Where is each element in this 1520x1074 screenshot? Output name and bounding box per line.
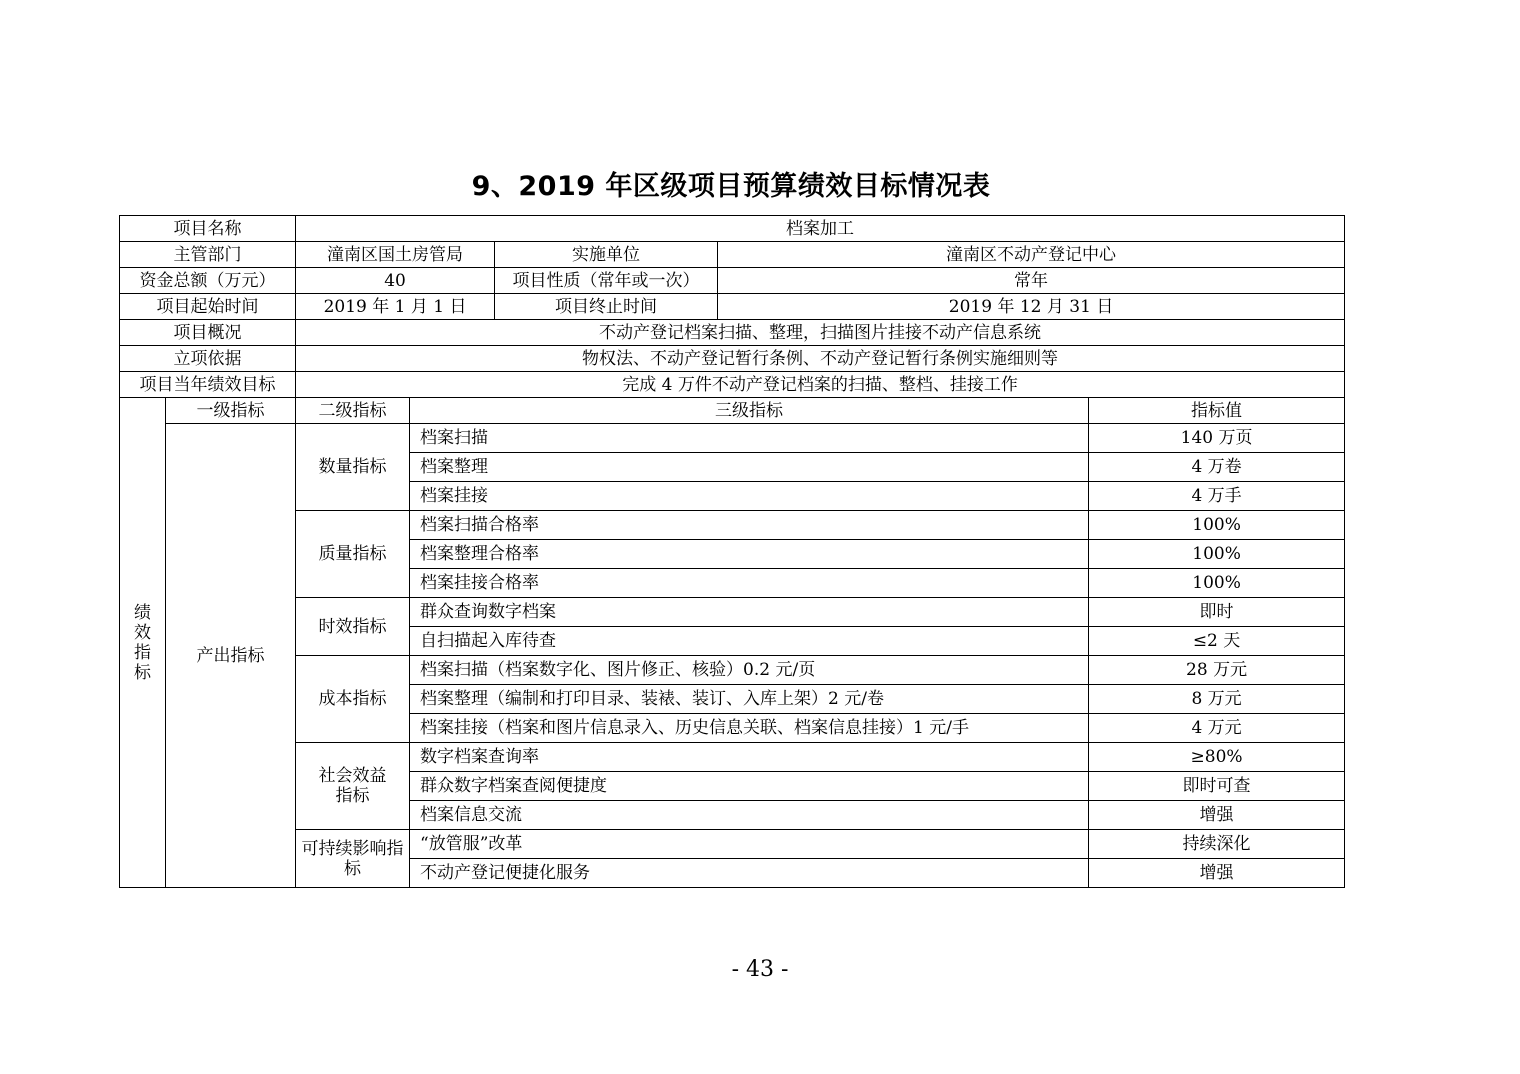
indicator-value: 即时可查 xyxy=(1089,772,1345,801)
level2-sustainability xyxy=(296,830,410,888)
project-name-value: 档案加工 xyxy=(296,216,1345,242)
level3-name: 档案扫描合格率 xyxy=(410,511,1089,540)
level2-sustainability-text: 可持续影响指标 xyxy=(301,838,404,879)
indicator-value: 100% xyxy=(1089,511,1345,540)
row-goal xyxy=(120,372,1345,398)
row-basis xyxy=(120,346,1345,372)
goal-label: 项目当年绩效目标 xyxy=(120,372,296,398)
unit-label: 实施单位 xyxy=(495,242,718,268)
level2-quality: 质量指标 xyxy=(296,511,410,598)
table-row xyxy=(120,656,1345,685)
level3-name: 档案整理 xyxy=(410,453,1089,482)
end-value: 2019 年 12 月 31 日 xyxy=(718,294,1345,320)
indicator-value: 增强 xyxy=(1089,859,1345,888)
indicator-value: 8 万元 xyxy=(1089,685,1345,714)
section-label-text: 绩效指标 xyxy=(134,602,151,683)
indicator-value: 28 万元 xyxy=(1089,656,1345,685)
row-fund xyxy=(120,268,1345,294)
level3-name: 档案扫描（档案数字化、图片修正、核验）0.2 元/页 xyxy=(410,656,1089,685)
table-row xyxy=(120,424,1345,453)
level2-quantity: 数量指标 xyxy=(296,424,410,511)
level3-name: “放管服”改革 xyxy=(410,830,1089,859)
level3-name: 数字档案查询率 xyxy=(410,743,1089,772)
goal-value: 完成 4 万件不动产登记档案的扫描、整档、挂接工作 xyxy=(296,372,1345,398)
table-row xyxy=(120,598,1345,627)
nature-value: 常年 xyxy=(718,268,1345,294)
nature-label: 项目性质（常年或一次） xyxy=(495,268,718,294)
level2-cost: 成本指标 xyxy=(296,656,410,743)
row-department xyxy=(120,242,1345,268)
row-time xyxy=(120,294,1345,320)
overview-value: 不动产登记档案扫描、整理，扫描图片挂接不动产信息系统 xyxy=(296,320,1345,346)
indicator-header-row xyxy=(120,398,1345,424)
fund-value: 40 xyxy=(296,268,495,294)
level3-name: 群众查询数字档案 xyxy=(410,598,1089,627)
row-overview xyxy=(120,320,1345,346)
indicator-value: 即时 xyxy=(1089,598,1345,627)
row-project-name xyxy=(120,216,1345,242)
table-row xyxy=(120,511,1345,540)
indicator-value: 增强 xyxy=(1089,801,1345,830)
indicator-value: 140 万页 xyxy=(1089,424,1345,453)
project-name-label: 项目名称 xyxy=(120,216,296,242)
level2-social-benefit xyxy=(296,743,410,830)
indicator-value: 4 万元 xyxy=(1089,714,1345,743)
level3-name: 档案信息交流 xyxy=(410,801,1089,830)
level3-name: 不动产登记便捷化服务 xyxy=(410,859,1089,888)
level3-name: 档案挂接（档案和图片信息录入、历史信息关联、档案信息挂接）1 元/手 xyxy=(410,714,1089,743)
fund-label: 资金总额（万元） xyxy=(120,268,296,294)
level2-timeliness: 时效指标 xyxy=(296,598,410,656)
header-level3: 三级指标 xyxy=(410,398,1089,424)
overview-label: 项目概况 xyxy=(120,320,296,346)
indicator-value: ≥80% xyxy=(1089,743,1345,772)
dept-label: 主管部门 xyxy=(120,242,296,268)
level3-name: 档案挂接 xyxy=(410,482,1089,511)
level3-name: 自扫描起入库待查 xyxy=(410,627,1089,656)
indicator-value: 100% xyxy=(1089,569,1345,598)
indicator-value: 100% xyxy=(1089,540,1345,569)
level3-name: 档案整理合格率 xyxy=(410,540,1089,569)
level3-name: 档案挂接合格率 xyxy=(410,569,1089,598)
start-label: 项目起始时间 xyxy=(120,294,296,320)
table-row xyxy=(120,830,1345,859)
dept-value: 潼南区国土房管局 xyxy=(296,242,495,268)
unit-value: 潼南区不动产登记中心 xyxy=(718,242,1345,268)
header-level2: 二级指标 xyxy=(296,398,410,424)
page-title: 9、2019 年区级项目预算绩效目标情况表 xyxy=(471,171,991,202)
indicator-value: 持续深化 xyxy=(1089,830,1345,859)
basis-value: 物权法、不动产登记暂行条例、不动产登记暂行条例实施细则等 xyxy=(296,346,1345,372)
level1-output: 产出指标 xyxy=(166,424,296,888)
start-value: 2019 年 1 月 1 日 xyxy=(296,294,495,320)
header-level1: 一级指标 xyxy=(166,398,296,424)
indicator-value: 4 万卷 xyxy=(1089,453,1345,482)
page-number: - 43 - xyxy=(731,957,789,982)
level3-name: 档案整理（编制和打印目录、装裱、装订、入库上架）2 元/卷 xyxy=(410,685,1089,714)
indicator-value: 4 万手 xyxy=(1089,482,1345,511)
level3-name: 档案扫描 xyxy=(410,424,1089,453)
indicator-value: ≤2 天 xyxy=(1089,627,1345,656)
section-label-performance-indicators xyxy=(120,398,166,888)
level2-social-benefit-text: 社会效益指标 xyxy=(318,766,387,806)
budget-performance-table xyxy=(119,215,1345,888)
header-value: 指标值 xyxy=(1089,398,1345,424)
level3-name: 群众数字档案查阅便捷度 xyxy=(410,772,1089,801)
table-row xyxy=(120,743,1345,772)
end-label: 项目终止时间 xyxy=(495,294,718,320)
basis-label: 立项依据 xyxy=(120,346,296,372)
